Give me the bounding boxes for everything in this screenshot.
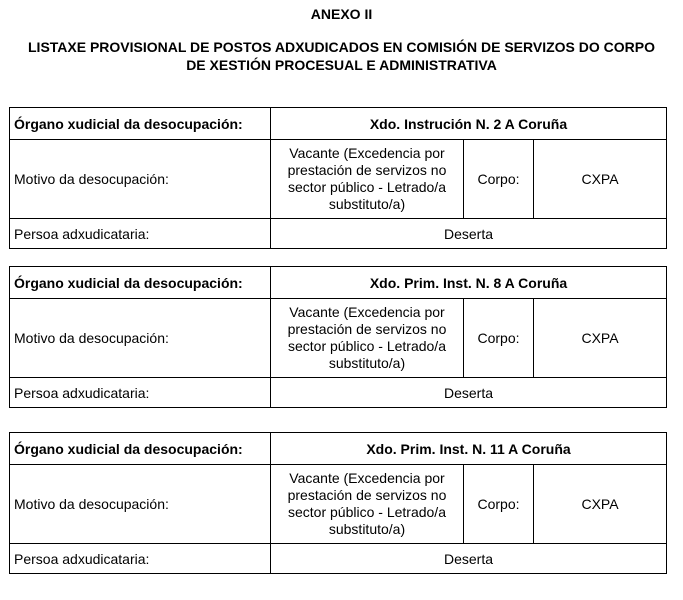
corps-label: Corpo: — [464, 299, 534, 378]
organ-row — [10, 433, 667, 465]
person-value: Deserta — [271, 378, 667, 408]
reason-value: Vacante (Excedencia por prestación de servizos no sector público - Letrado/a substituto/a) — [271, 465, 464, 544]
reason-label: Motivo da desocupación: — [10, 465, 271, 544]
assignment-table-3 — [9, 432, 667, 574]
corps-label: Corpo: — [464, 465, 534, 544]
organ-label: Órgano xudicial da desocupación: — [10, 108, 271, 140]
document-title-line-2: DE XESTIÓN PROCESUAL E ADMINISTRATIVA — [186, 57, 497, 73]
reason-row — [10, 140, 667, 219]
organ-row — [10, 108, 667, 140]
corps-label: Corpo: — [464, 140, 534, 219]
reason-value: Vacante (Excedencia por prestación de servizos no sector público - Letrado/a substituto/a) — [271, 299, 464, 378]
person-label: Persoa adxudicataria: — [10, 544, 271, 574]
annex-heading: ANEXO II — [310, 6, 373, 22]
organ-row — [10, 267, 667, 299]
organ-label: Órgano xudicial da desocupación: — [10, 433, 271, 465]
person-label: Persoa adxudicataria: — [10, 219, 271, 249]
reason-label: Motivo da desocupación: — [10, 140, 271, 219]
corps-value: CXPA — [534, 465, 667, 544]
reason-row — [10, 465, 667, 544]
person-label: Persoa adxudicataria: — [10, 378, 271, 408]
corps-value: CXPA — [534, 299, 667, 378]
person-value: Deserta — [271, 544, 667, 574]
document-title — [0, 38, 683, 74]
corps-value: CXPA — [534, 140, 667, 219]
person-value: Deserta — [271, 219, 667, 249]
organ-value: Xdo. Prim. Inst. N. 8 A Coruña — [271, 267, 667, 299]
assignment-table-1 — [9, 107, 667, 249]
person-row — [10, 378, 667, 408]
reason-label: Motivo da desocupación: — [10, 299, 271, 378]
organ-label: Órgano xudicial da desocupación: — [10, 267, 271, 299]
person-row — [10, 219, 667, 249]
reason-value: Vacante (Excedencia por prestación de servizos no sector público - Letrado/a substituto/a) — [271, 140, 464, 219]
organ-value: Xdo. Instrución N. 2 A Coruña — [271, 108, 667, 140]
assignment-table-2 — [9, 266, 667, 408]
person-row — [10, 544, 667, 574]
document-title-line-1: LISTAXE PROVISIONAL DE POSTOS ADXUDICADOS EN COMISIÓN DE SERVIZOS DO CORPO — [28, 39, 655, 55]
organ-value: Xdo. Prim. Inst. N. 11 A Coruña — [271, 433, 667, 465]
reason-row — [10, 299, 667, 378]
